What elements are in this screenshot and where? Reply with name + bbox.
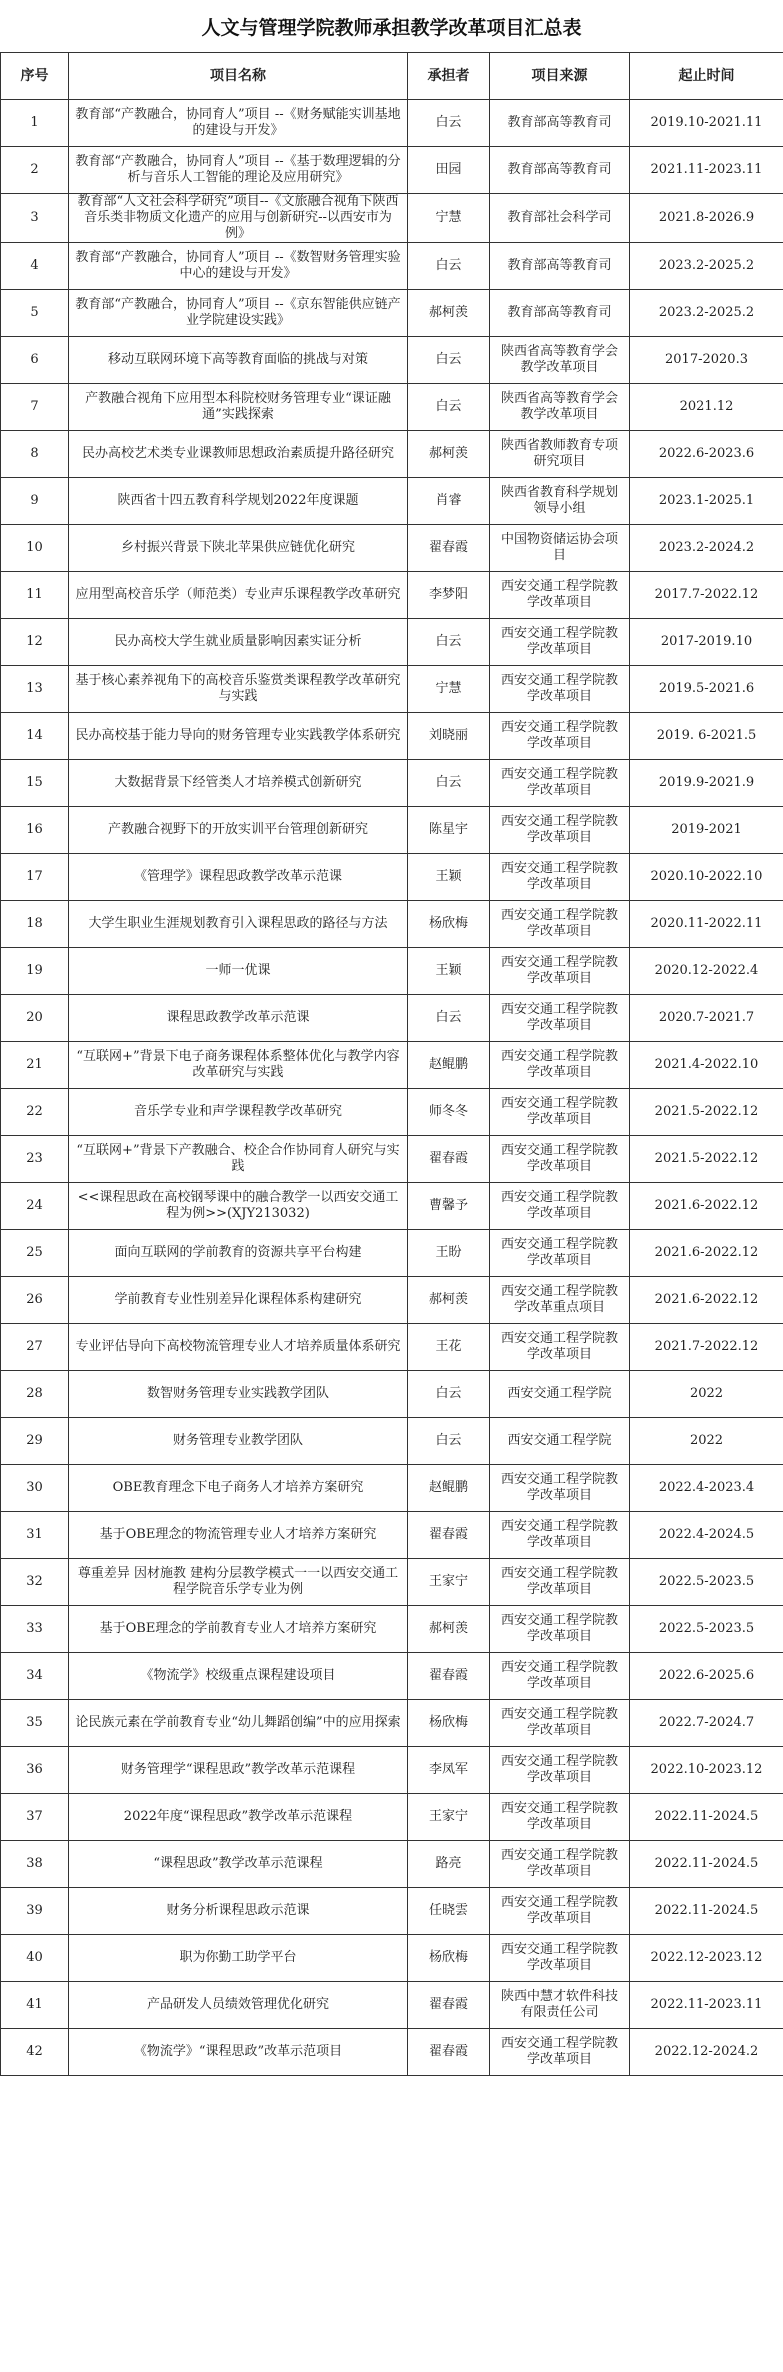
cell-project-name: 产教融合视野下的开放实训平台管理创新研究 xyxy=(69,807,408,854)
table-body xyxy=(1,100,783,2076)
cell-source: 教育部高等教育司 xyxy=(490,243,630,290)
header-name: 项目名称 xyxy=(69,53,408,100)
cell-no: 12 xyxy=(1,619,69,666)
cell-no: 22 xyxy=(1,1089,69,1136)
cell-person: 郝柯羡 xyxy=(408,1606,490,1653)
cell-project-name: 数智财务管理专业实践教学团队 xyxy=(69,1371,408,1418)
cell-period: 2022.10-2023.12 xyxy=(630,1747,783,1794)
cell-source: 西安交通工程学院教学改革项目 xyxy=(490,901,630,948)
table-row xyxy=(1,948,783,995)
table-row xyxy=(1,807,783,854)
table-row xyxy=(1,2029,783,2076)
cell-project-name: 移动互联网环境下高等教育面临的挑战与对策 xyxy=(69,337,408,384)
cell-project-name: 教育部“产教融合，协同育人”项目 --《数智财务管理实验中心的建设与开发》 xyxy=(69,243,408,290)
cell-no: 25 xyxy=(1,1230,69,1277)
cell-source: 西安交通工程学院教学改革项目 xyxy=(490,1653,630,1700)
cell-source: 西安交通工程学院教学改革项目 xyxy=(490,807,630,854)
cell-source: 西安交通工程学院教学改革项目 xyxy=(490,760,630,807)
cell-no: 33 xyxy=(1,1606,69,1653)
cell-person: 杨欣梅 xyxy=(408,1935,490,1982)
header-person: 承担者 xyxy=(408,53,490,100)
cell-period: 2022.12-2023.12 xyxy=(630,1935,783,1982)
table-row xyxy=(1,147,783,194)
cell-person: 曹馨予 xyxy=(408,1183,490,1230)
cell-period: 2017.7-2022.12 xyxy=(630,572,783,619)
cell-period: 2022 xyxy=(630,1418,783,1465)
cell-source: 西安交通工程学院 xyxy=(490,1371,630,1418)
cell-project-name: 基于OBE理念的学前教育专业人才培养方案研究 xyxy=(69,1606,408,1653)
cell-period: 2021.5-2022.12 xyxy=(630,1136,783,1183)
table-row xyxy=(1,1982,783,2029)
cell-source: 西安交通工程学院 xyxy=(490,1418,630,1465)
cell-person: 翟春霞 xyxy=(408,1136,490,1183)
cell-period: 2022.11-2024.5 xyxy=(630,1888,783,1935)
cell-period: 2020.12-2022.4 xyxy=(630,948,783,995)
cell-period: 2019-2021 xyxy=(630,807,783,854)
cell-person: 杨欣梅 xyxy=(408,1700,490,1747)
cell-project-name: 尊重差异 因材施教 建构分层教学模式一一以西安交通工程学院音乐学专业为例 xyxy=(69,1559,408,1606)
table-row xyxy=(1,1418,783,1465)
cell-person: 宁慧 xyxy=(408,666,490,713)
cell-period: 2022.11-2024.5 xyxy=(630,1794,783,1841)
cell-source: 西安交通工程学院教学改革项目 xyxy=(490,1042,630,1089)
cell-person: 李梦阳 xyxy=(408,572,490,619)
cell-person: 翟春霞 xyxy=(408,1653,490,1700)
cell-no: 40 xyxy=(1,1935,69,1982)
cell-no: 15 xyxy=(1,760,69,807)
cell-period: 2022.5-2023.5 xyxy=(630,1559,783,1606)
cell-project-name: 产教融合视角下应用型本科院校财务管理专业“课证融通”实践探索 xyxy=(69,384,408,431)
cell-project-name: 学前教育专业性别差异化课程体系构建研究 xyxy=(69,1277,408,1324)
table-row xyxy=(1,1230,783,1277)
cell-project-name: 大学生职业生涯规划教育引入课程思政的路径与方法 xyxy=(69,901,408,948)
cell-no: 24 xyxy=(1,1183,69,1230)
table-row xyxy=(1,194,783,243)
cell-person: 杨欣梅 xyxy=(408,901,490,948)
cell-person: 李凤军 xyxy=(408,1747,490,1794)
cell-no: 31 xyxy=(1,1512,69,1559)
cell-source: 西安交通工程学院教学改革项目 xyxy=(490,572,630,619)
cell-person: 翟春霞 xyxy=(408,1982,490,2029)
cell-project-name: 《物流学》“课程思政”改革示范项目 xyxy=(69,2029,408,2076)
cell-period: 2021.6-2022.12 xyxy=(630,1230,783,1277)
table-row xyxy=(1,1465,783,1512)
table-row xyxy=(1,1371,783,1418)
cell-no: 10 xyxy=(1,525,69,572)
cell-project-name: “互联网+”背景下产教融合、校企合作协同育人研究与实践 xyxy=(69,1136,408,1183)
cell-period: 2020.11-2022.11 xyxy=(630,901,783,948)
cell-no: 35 xyxy=(1,1700,69,1747)
cell-no: 3 xyxy=(1,194,69,243)
cell-no: 6 xyxy=(1,337,69,384)
cell-no: 4 xyxy=(1,243,69,290)
cell-source: 教育部高等教育司 xyxy=(490,100,630,147)
cell-no: 21 xyxy=(1,1042,69,1089)
cell-no: 16 xyxy=(1,807,69,854)
table-row xyxy=(1,1089,783,1136)
cell-source: 西安交通工程学院教学改革项目 xyxy=(490,1935,630,1982)
cell-source: 西安交通工程学院教学改革项目 xyxy=(490,854,630,901)
table-row xyxy=(1,1277,783,1324)
cell-period: 2022.11-2023.11 xyxy=(630,1982,783,2029)
cell-period: 2022.4-2023.4 xyxy=(630,1465,783,1512)
cell-no: 19 xyxy=(1,948,69,995)
table-row xyxy=(1,1700,783,1747)
cell-source: 陕西省高等教育学会教学改革项目 xyxy=(490,384,630,431)
cell-person: 任晓雲 xyxy=(408,1888,490,1935)
cell-period: 2022.11-2024.5 xyxy=(630,1841,783,1888)
cell-source: 西安交通工程学院教学改革项目 xyxy=(490,948,630,995)
cell-person: 王颖 xyxy=(408,948,490,995)
cell-period: 2021.11-2023.11 xyxy=(630,147,783,194)
cell-project-name: 财务管理专业教学团队 xyxy=(69,1418,408,1465)
header-source: 项目来源 xyxy=(490,53,630,100)
cell-source: 西安交通工程学院教学改革项目 xyxy=(490,1606,630,1653)
table-row xyxy=(1,1653,783,1700)
cell-period: 2020.10-2022.10 xyxy=(630,854,783,901)
cell-no: 37 xyxy=(1,1794,69,1841)
table-row xyxy=(1,901,783,948)
cell-no: 14 xyxy=(1,713,69,760)
cell-period: 2022.7-2024.7 xyxy=(630,1700,783,1747)
cell-no: 11 xyxy=(1,572,69,619)
cell-no: 1 xyxy=(1,100,69,147)
cell-no: 38 xyxy=(1,1841,69,1888)
cell-person: 师冬冬 xyxy=(408,1089,490,1136)
table-row xyxy=(1,666,783,713)
cell-person: 王颖 xyxy=(408,854,490,901)
table-row xyxy=(1,1136,783,1183)
cell-period: 2019. 6-2021.5 xyxy=(630,713,783,760)
table-row xyxy=(1,1935,783,1982)
cell-person: 白云 xyxy=(408,243,490,290)
table-row xyxy=(1,1183,783,1230)
cell-source: 教育部社会科学司 xyxy=(490,194,630,243)
cell-person: 白云 xyxy=(408,1418,490,1465)
cell-period: 2020.7-2021.7 xyxy=(630,995,783,1042)
cell-person: 白云 xyxy=(408,1371,490,1418)
cell-project-name: 基于OBE理念的物流管理专业人才培养方案研究 xyxy=(69,1512,408,1559)
cell-person: 宁慧 xyxy=(408,194,490,243)
cell-no: 5 xyxy=(1,290,69,337)
cell-project-name: 教育部“产教融合，协同育人”项目 --《财务赋能实训基地的建设与开发》 xyxy=(69,100,408,147)
cell-period: 2022 xyxy=(630,1371,783,1418)
cell-project-name: 课程思政教学改革示范课 xyxy=(69,995,408,1042)
cell-source: 陕西省教育科学规划领导小组 xyxy=(490,478,630,525)
cell-source: 西安交通工程学院教学改革项目 xyxy=(490,1089,630,1136)
cell-project-name: 财务分析课程思政示范课 xyxy=(69,1888,408,1935)
cell-project-name: 教育部“产教融合，协同育人”项目 --《基于数理逻辑的分析与音乐人工智能的理论及应用研究》 xyxy=(69,147,408,194)
cell-no: 34 xyxy=(1,1653,69,1700)
cell-person: 白云 xyxy=(408,760,490,807)
cell-period: 2022.5-2023.5 xyxy=(630,1606,783,1653)
table-row xyxy=(1,619,783,666)
cell-person: 赵鲲鹏 xyxy=(408,1465,490,1512)
cell-project-name: “互联网+”背景下电子商务课程体系整体优化与教学内容改革研究与实践 xyxy=(69,1042,408,1089)
cell-source: 西安交通工程学院教学改革项目 xyxy=(490,1465,630,1512)
cell-person: 肖睿 xyxy=(408,478,490,525)
cell-source: 西安交通工程学院教学改革项目 xyxy=(490,995,630,1042)
cell-project-name: 大数据背景下经管类人才培养模式创新研究 xyxy=(69,760,408,807)
cell-no: 2 xyxy=(1,147,69,194)
cell-person: 田园 xyxy=(408,147,490,194)
cell-person: 郝柯羡 xyxy=(408,1277,490,1324)
cell-person: 郝柯羡 xyxy=(408,290,490,337)
table-row xyxy=(1,290,783,337)
cell-source: 西安交通工程学院教学改革项目 xyxy=(490,1700,630,1747)
cell-person: 王盼 xyxy=(408,1230,490,1277)
cell-no: 13 xyxy=(1,666,69,713)
cell-source: 陕西省教师教育专项研究项目 xyxy=(490,431,630,478)
cell-no: 36 xyxy=(1,1747,69,1794)
table-row xyxy=(1,1794,783,1841)
table-row xyxy=(1,1606,783,1653)
cell-project-name: 论民族元素在学前教育专业“幼儿舞蹈创编”中的应用探索 xyxy=(69,1700,408,1747)
cell-period: 2021.6-2022.12 xyxy=(630,1277,783,1324)
cell-no: 29 xyxy=(1,1418,69,1465)
cell-no: 27 xyxy=(1,1324,69,1371)
table-row xyxy=(1,854,783,901)
cell-project-name: 民办高校大学生就业质量影响因素实证分析 xyxy=(69,619,408,666)
cell-source: 西安交通工程学院教学改革项目 xyxy=(490,1230,630,1277)
cell-period: 2022.6-2023.6 xyxy=(630,431,783,478)
cell-project-name: 财务管理学“课程思政”教学改革示范课程 xyxy=(69,1747,408,1794)
table-row xyxy=(1,1042,783,1089)
table-row xyxy=(1,478,783,525)
table-row xyxy=(1,525,783,572)
cell-period: 2022.6-2025.6 xyxy=(630,1653,783,1700)
cell-project-name: “课程思政”教学改革示范课程 xyxy=(69,1841,408,1888)
table-row xyxy=(1,713,783,760)
cell-person: 翟春霞 xyxy=(408,525,490,572)
cell-person: 白云 xyxy=(408,100,490,147)
cell-source: 西安交通工程学院教学改革项目 xyxy=(490,1747,630,1794)
cell-no: 17 xyxy=(1,854,69,901)
table-row xyxy=(1,1324,783,1371)
table-header-row xyxy=(1,53,783,100)
cell-source: 教育部高等教育司 xyxy=(490,290,630,337)
cell-person: 白云 xyxy=(408,337,490,384)
table-row xyxy=(1,1747,783,1794)
table-row xyxy=(1,760,783,807)
cell-period: 2021.4-2022.10 xyxy=(630,1042,783,1089)
cell-project-name: 产品研发人员绩效管理优化研究 xyxy=(69,1982,408,2029)
table-row xyxy=(1,572,783,619)
cell-source: 教育部高等教育司 xyxy=(490,147,630,194)
cell-source: 西安交通工程学院教学改革项目 xyxy=(490,1136,630,1183)
cell-period: 2019.5-2021.6 xyxy=(630,666,783,713)
cell-person: 路亮 xyxy=(408,1841,490,1888)
cell-source: 西安交通工程学院教学改革重点项目 xyxy=(490,1277,630,1324)
cell-no: 7 xyxy=(1,384,69,431)
cell-period: 2019.10-2021.11 xyxy=(630,100,783,147)
cell-no: 18 xyxy=(1,901,69,948)
projects-table xyxy=(0,52,783,2076)
table-row xyxy=(1,431,783,478)
cell-project-name: 教育部“产教融合，协同育人”项目 --《京东智能供应链产业学院建设实践》 xyxy=(69,290,408,337)
cell-project-name: 2022年度“课程思政”教学改革示范课程 xyxy=(69,1794,408,1841)
cell-source: 西安交通工程学院教学改革项目 xyxy=(490,1841,630,1888)
cell-source: 西安交通工程学院教学改革项目 xyxy=(490,1559,630,1606)
cell-source: 西安交通工程学院教学改革项目 xyxy=(490,2029,630,2076)
table-row xyxy=(1,337,783,384)
cell-person: 翟春霞 xyxy=(408,1512,490,1559)
cell-person: 王花 xyxy=(408,1324,490,1371)
cell-project-name: 应用型高校音乐学（师范类）专业声乐课程教学改革研究 xyxy=(69,572,408,619)
cell-no: 42 xyxy=(1,2029,69,2076)
cell-project-name: OBE教育理念下电子商务人才培养方案研究 xyxy=(69,1465,408,1512)
cell-project-name: 基于核心素养视角下的高校音乐鉴赏类课程教学改革研究与实践 xyxy=(69,666,408,713)
cell-period: 2023.1-2025.1 xyxy=(630,478,783,525)
cell-project-name: 民办高校基于能力导向的财务管理专业实践教学体系研究 xyxy=(69,713,408,760)
cell-no: 9 xyxy=(1,478,69,525)
cell-project-name: <<课程思政在高校钢琴课中的融合教学一以西安交通工程为例>>(XJY213032) xyxy=(69,1183,408,1230)
cell-project-name: 民办高校艺术类专业课教师思想政治素质提升路径研究 xyxy=(69,431,408,478)
cell-source: 西安交通工程学院教学改革项目 xyxy=(490,1794,630,1841)
cell-no: 26 xyxy=(1,1277,69,1324)
cell-source: 西安交通工程学院教学改革项目 xyxy=(490,1183,630,1230)
cell-source: 西安交通工程学院教学改革项目 xyxy=(490,713,630,760)
cell-no: 30 xyxy=(1,1465,69,1512)
cell-project-name: 职为你勤工助学平台 xyxy=(69,1935,408,1982)
cell-person: 赵鲲鹏 xyxy=(408,1042,490,1089)
table-row xyxy=(1,243,783,290)
cell-source: 西安交通工程学院教学改革项目 xyxy=(490,666,630,713)
cell-person: 白云 xyxy=(408,384,490,431)
cell-source: 西安交通工程学院教学改革项目 xyxy=(490,1888,630,1935)
cell-period: 2023.2-2025.2 xyxy=(630,243,783,290)
cell-project-name: 陕西省十四五教育科学规划2022年度课题 xyxy=(69,478,408,525)
cell-period: 2021.12 xyxy=(630,384,783,431)
cell-period: 2021.8-2026.9 xyxy=(630,194,783,243)
cell-source: 西安交通工程学院教学改革项目 xyxy=(490,1512,630,1559)
cell-period: 2022.4-2024.5 xyxy=(630,1512,783,1559)
cell-source: 西安交通工程学院教学改革项目 xyxy=(490,1324,630,1371)
cell-person: 翟春霞 xyxy=(408,2029,490,2076)
table-row xyxy=(1,995,783,1042)
cell-period: 2021.6-2022.12 xyxy=(630,1183,783,1230)
cell-project-name: 乡村振兴背景下陕北苹果供应链优化研究 xyxy=(69,525,408,572)
cell-person: 郝柯羡 xyxy=(408,431,490,478)
cell-period: 2021.7-2022.12 xyxy=(630,1324,783,1371)
cell-project-name: 《物流学》校级重点课程建设项目 xyxy=(69,1653,408,1700)
cell-no: 32 xyxy=(1,1559,69,1606)
page-title: 人文与管理学院教师承担教学改革项目汇总表 xyxy=(201,17,582,39)
cell-period: 2023.2-2024.2 xyxy=(630,525,783,572)
cell-source: 陕西中慧才软件科技有限责任公司 xyxy=(490,1982,630,2029)
header-no: 序号 xyxy=(1,53,69,100)
cell-no: 20 xyxy=(1,995,69,1042)
table-row xyxy=(1,1888,783,1935)
cell-person: 王家宁 xyxy=(408,1559,490,1606)
cell-person: 陈星宇 xyxy=(408,807,490,854)
cell-person: 白云 xyxy=(408,995,490,1042)
cell-project-name: 面向互联网的学前教育的资源共享平台构建 xyxy=(69,1230,408,1277)
cell-no: 28 xyxy=(1,1371,69,1418)
cell-source: 西安交通工程学院教学改革项目 xyxy=(490,619,630,666)
cell-no: 39 xyxy=(1,1888,69,1935)
cell-source: 陕西省高等教育学会教学改革项目 xyxy=(490,337,630,384)
table-row xyxy=(1,1559,783,1606)
cell-period: 2017-2019.10 xyxy=(630,619,783,666)
cell-period: 2023.2-2025.2 xyxy=(630,290,783,337)
table-row xyxy=(1,384,783,431)
table-row xyxy=(1,100,783,147)
cell-project-name: 专业评估导向下高校物流管理专业人才培养质量体系研究 xyxy=(69,1324,408,1371)
cell-person: 王家宁 xyxy=(408,1794,490,1841)
header-period: 起止时间 xyxy=(630,53,783,100)
cell-project-name: 音乐学专业和声学课程教学改革研究 xyxy=(69,1089,408,1136)
cell-source: 中国物资储运协会项目 xyxy=(490,525,630,572)
cell-person: 白云 xyxy=(408,619,490,666)
cell-no: 8 xyxy=(1,431,69,478)
cell-period: 2022.12-2024.2 xyxy=(630,2029,783,2076)
cell-project-name: 《管理学》课程思政教学改革示范课 xyxy=(69,854,408,901)
cell-period: 2021.5-2022.12 xyxy=(630,1089,783,1136)
table-row xyxy=(1,1841,783,1888)
cell-project-name: 一师一优课 xyxy=(69,948,408,995)
cell-no: 41 xyxy=(1,1982,69,2029)
table-row xyxy=(1,1512,783,1559)
cell-no: 23 xyxy=(1,1136,69,1183)
cell-person: 刘晓丽 xyxy=(408,713,490,760)
cell-project-name: 教育部“人文社会科学研究”项目--《文旅融合视角下陕西音乐类非物质文化遗产的应用与创新研究--以西安市为例》 xyxy=(69,194,408,243)
cell-period: 2019.9-2021.9 xyxy=(630,760,783,807)
cell-period: 2017-2020.3 xyxy=(630,337,783,384)
